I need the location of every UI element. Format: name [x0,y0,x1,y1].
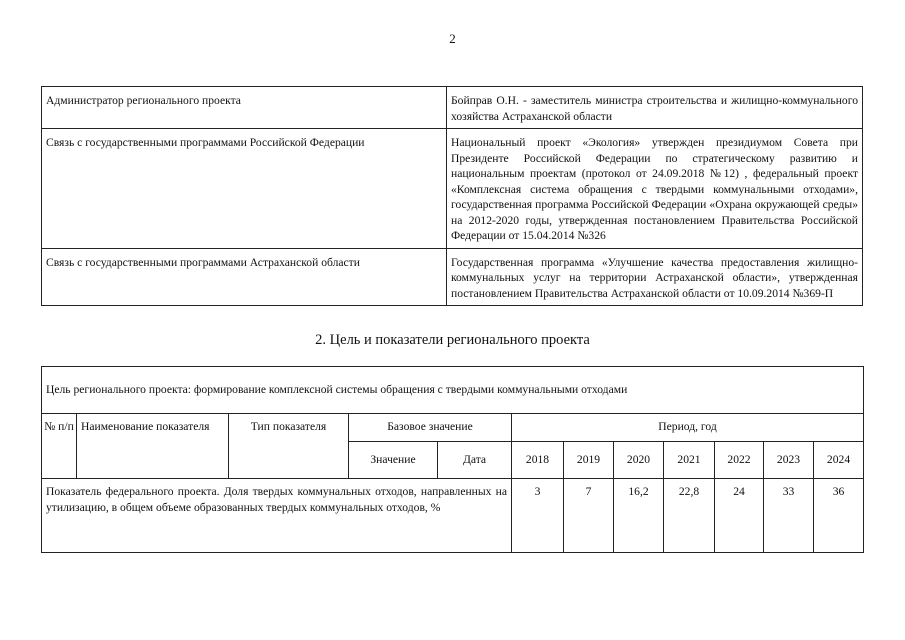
table-row [42,479,864,553]
federal-programs-label: Связь с государственными программами Российской Федерации [42,129,447,249]
header-base-value-date: Дата [438,442,512,479]
indicators-table [41,366,864,553]
regional-programs-label: Связь с государственными программами Астраханской области [42,248,447,306]
year-header: 2018 [512,442,564,479]
header-num: № п/п [42,414,77,479]
header-indicator-name: Наименование показателя [77,414,229,479]
indicator-value: 7 [564,479,614,553]
indicator-value: 24 [715,479,764,553]
indicator-value: 16,2 [614,479,664,553]
year-header: 2024 [814,442,864,479]
project-goal: Цель регионального проекта: формирование комплексной системы обращения с твердыми коммунальными отходами [42,367,864,414]
year-header: 2023 [764,442,814,479]
indicator-name: Показатель федерального проекта. Доля твердых коммунальных отходов, направленных на утилизацию, в общем объеме образованных твердых коммунальных отходов, % [42,479,512,553]
project-info-table [41,86,863,306]
year-header: 2020 [614,442,664,479]
year-header: 2021 [664,442,715,479]
indicator-value: 36 [814,479,864,553]
project-admin-label: Администратор регионального проекта [42,87,447,129]
table-row [42,248,863,306]
table-row [42,129,863,249]
table-row [42,87,863,129]
header-base-value: Базовое значение [349,414,512,442]
section-title: 2. Цель и показатели регионального проекта [315,332,590,348]
header-base-value-value: Значение [349,442,438,479]
table-row [42,414,864,442]
header-period: Период, год [512,414,864,442]
table-row [42,367,864,414]
indicator-value: 22,8 [664,479,715,553]
header-indicator-type: Тип показателя [229,414,349,479]
page-number: 2 [449,31,456,46]
indicator-value: 33 [764,479,814,553]
year-header: 2022 [715,442,764,479]
year-header: 2019 [564,442,614,479]
project-admin-value: Бойправ О.Н. - заместитель министра строительства и жилищно-коммунального хозяйства Астраханской области [447,87,863,129]
federal-programs-value: Национальный проект «Экология» утвержден президиумом Совета при Президенте Российской Федерации по стратегическому развитию и национальным проектам (протокол от 24.09.2018 №12) , федеральный проект «Комплексная система обращения с твердыми коммунальными отходами», государственная программа Российской Федерации «Охрана окружающей среды» на 2012-2020 годы, утвержденная постановлением Правительства Российской Федерации от 15.04.2014 №326 [447,129,863,249]
indicator-value: 3 [512,479,564,553]
regional-programs-value: Государственная программа «Улучшение качества предоставления жилищно-коммунальных услуг на территории Астраханской области», утвержденная постановлением Правительства Астраханской области от 10.09.2014 №369-П [447,248,863,306]
